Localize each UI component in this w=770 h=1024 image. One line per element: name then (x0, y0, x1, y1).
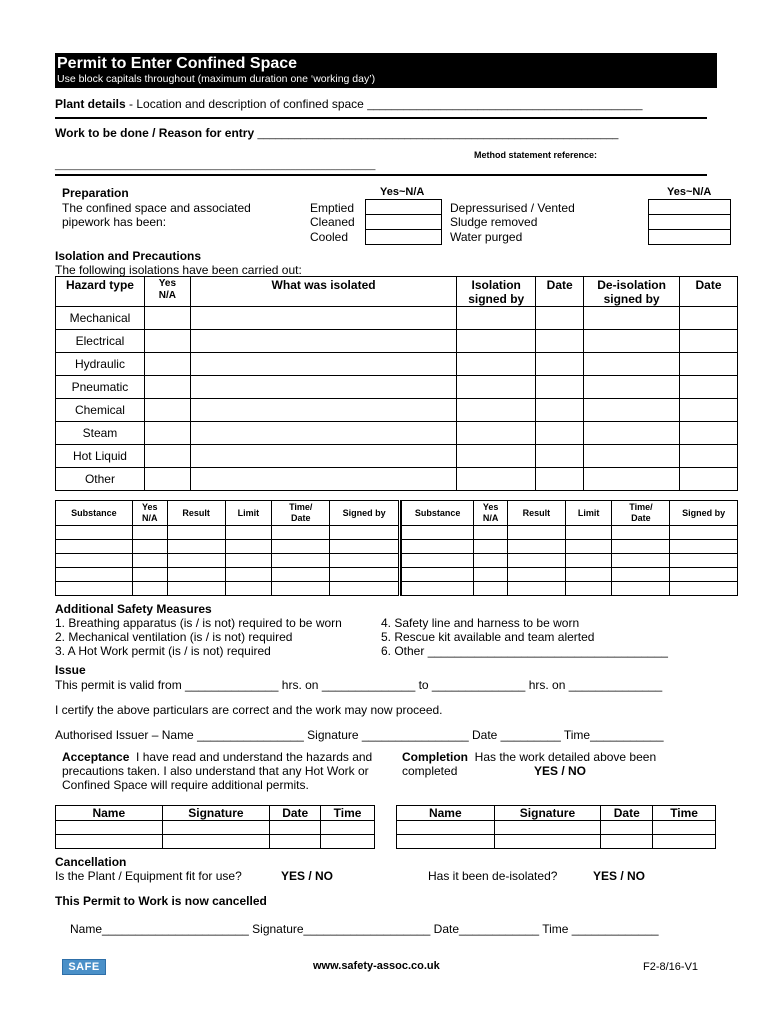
cancellation-heading: Cancellation (55, 855, 127, 869)
table-row (56, 330, 738, 353)
cell[interactable] (457, 468, 536, 491)
cell[interactable] (536, 445, 584, 468)
safety-item-5: 5. Rescue kit available and team alerted (381, 630, 595, 644)
prep-col-head-right: Yes~N/A (667, 186, 712, 198)
cell[interactable] (144, 376, 190, 399)
cell[interactable] (132, 540, 167, 554)
cell[interactable] (612, 582, 670, 596)
hazard-mechanical: Mechanical (56, 307, 145, 330)
prep-item-cooled: Cooled (310, 230, 349, 244)
cell[interactable] (144, 307, 190, 330)
cell[interactable] (584, 468, 680, 491)
completion-table (396, 805, 716, 849)
cell[interactable] (536, 399, 584, 422)
cell[interactable] (457, 376, 536, 399)
cell[interactable] (680, 399, 738, 422)
plant-field[interactable]: _____________________________________________ (367, 99, 643, 111)
cell[interactable] (612, 554, 670, 568)
cell[interactable] (397, 821, 495, 835)
col-limit: Limit (565, 501, 612, 526)
cell[interactable] (584, 376, 680, 399)
table-row (401, 540, 738, 554)
page-title: Permit to Enter Confined Space (57, 55, 298, 72)
table-row (56, 353, 738, 376)
cell[interactable] (494, 835, 601, 849)
cell[interactable] (132, 582, 167, 596)
col-substance: Substance (56, 501, 133, 526)
cell[interactable] (653, 821, 716, 835)
table-row (56, 376, 738, 399)
cell[interactable] (584, 353, 680, 376)
safety-item-6: 6. Other ____________________________________ (381, 644, 668, 658)
cancellation-a1[interactable]: YES / NO (281, 869, 334, 883)
issue-certify: I certify the above particulars are correct and the work may now proceed. (55, 703, 443, 717)
hazard-electrical: Electrical (56, 330, 145, 353)
table-row (56, 307, 738, 330)
footer-url[interactable]: www.safety-assoc.co.uk (313, 960, 440, 972)
cell[interactable] (56, 835, 163, 849)
cell[interactable] (397, 835, 495, 849)
cell[interactable] (401, 582, 474, 596)
cell[interactable] (601, 821, 653, 835)
cell[interactable] (330, 582, 399, 596)
cell[interactable] (670, 526, 738, 540)
cell[interactable] (162, 835, 270, 849)
col-signature: Signature (494, 806, 601, 821)
cell[interactable] (56, 540, 133, 554)
cell[interactable] (401, 554, 474, 568)
cell[interactable] (190, 307, 456, 330)
cell[interactable] (508, 568, 566, 582)
cell[interactable] (508, 582, 566, 596)
cell[interactable] (330, 568, 399, 582)
table-row (401, 582, 738, 596)
issue-heading: Issue (55, 663, 86, 677)
preparation-text-2: pipework has been: (62, 215, 167, 229)
cell[interactable] (162, 821, 270, 835)
completion-text-1 (402, 750, 656, 764)
substance-table-right (400, 500, 738, 596)
cell[interactable] (190, 445, 456, 468)
table-row (401, 554, 738, 568)
cell[interactable] (565, 568, 612, 582)
prep-item-water: Water purged (450, 230, 523, 244)
table-row (56, 526, 399, 540)
cell[interactable] (680, 307, 738, 330)
cell[interactable] (680, 468, 738, 491)
cell[interactable] (56, 568, 133, 582)
cell[interactable] (653, 835, 716, 849)
cell[interactable] (56, 526, 133, 540)
table-row (56, 554, 399, 568)
cancelled-statement: This Permit to Work is now cancelled (55, 894, 267, 908)
cell[interactable] (670, 554, 738, 568)
work-field[interactable]: ___________________________________________________________ (257, 128, 619, 140)
method-statement-label: Method statement reference: (474, 150, 598, 160)
safety-item-3: 3. A Hot Work permit (is / is not) required (55, 644, 271, 658)
cell[interactable] (680, 376, 738, 399)
cell[interactable] (584, 445, 680, 468)
table-row (397, 821, 716, 835)
col-time: Time (653, 806, 716, 821)
substance-header-row (56, 501, 399, 526)
cell[interactable] (225, 568, 272, 582)
prep-box-emptied[interactable] (365, 199, 442, 215)
cell[interactable] (474, 568, 508, 582)
col-date: Date (536, 277, 584, 307)
cell[interactable] (457, 445, 536, 468)
cell[interactable] (272, 554, 330, 568)
prep-item-cleaned: Cleaned (310, 215, 355, 229)
col-yes-na: Yes N/A (474, 501, 508, 526)
prep-item-sludge: Sludge removed (450, 215, 538, 229)
cell[interactable] (612, 540, 670, 554)
cell[interactable] (584, 399, 680, 422)
table-row (401, 526, 738, 540)
hazard-hot-liquid: Hot Liquid (56, 445, 145, 468)
cancellation-q2: Has it been de-isolated? (428, 869, 558, 883)
cell[interactable] (144, 422, 190, 445)
footer-code: F2-8/16-V1 (643, 961, 699, 973)
completion-body: Has the work detailed above been (474, 750, 657, 764)
col-result: Result (167, 501, 225, 526)
cell[interactable] (457, 307, 536, 330)
isolation-intro: The following isolations have been carried out: (55, 263, 302, 277)
cell[interactable] (612, 526, 670, 540)
cancellation-sign-line[interactable]: Name______________________ Signature___________________ Date____________ Time _____________ (70, 922, 659, 936)
cell[interactable] (565, 582, 612, 596)
cell[interactable] (536, 330, 584, 353)
cell[interactable] (680, 445, 738, 468)
col-what-isolated: What was isolated (190, 277, 456, 307)
cell[interactable] (612, 568, 670, 582)
safety-item-1: 1. Breathing apparatus (is / is not) required to be worn (55, 616, 342, 630)
cancellation-a2[interactable]: YES / NO (593, 869, 646, 883)
cancellation-q1: Is the Plant / Equipment fit for use? (55, 869, 242, 883)
cell[interactable] (167, 554, 225, 568)
safety-heading: Additional Safety Measures (55, 602, 212, 616)
cell[interactable] (670, 540, 738, 554)
substance-table-left (55, 500, 399, 596)
cell[interactable] (272, 526, 330, 540)
col-yes-na: Yes N/A (132, 501, 167, 526)
substance-header-row (401, 501, 738, 526)
cell[interactable] (508, 554, 566, 568)
cell[interactable] (272, 582, 330, 596)
cell[interactable] (167, 526, 225, 540)
col-signature: Signature (162, 806, 270, 821)
safe-logo (62, 959, 106, 975)
cell[interactable] (132, 554, 167, 568)
hazard-other: Other (56, 468, 145, 491)
cell[interactable] (56, 554, 133, 568)
cell[interactable] (401, 526, 474, 540)
completion-header-row (397, 806, 716, 821)
cell[interactable] (330, 540, 399, 554)
col-time-date: Time/ Date (272, 501, 330, 526)
cell[interactable] (144, 399, 190, 422)
cell[interactable] (565, 526, 612, 540)
col-hazard-type: Hazard type (56, 277, 145, 307)
col-signed-by: Signed by (330, 501, 399, 526)
cell[interactable] (144, 468, 190, 491)
col-deisolation-signed: De-isolation signed by (584, 277, 680, 307)
issuer-line[interactable]: Authorised Issuer – Name ________________ Signature ________________ Date _________ Time___________ (55, 728, 664, 742)
col-date-2: Date (680, 277, 738, 307)
page-subtitle: Use block capitals throughout (maximum duration one ‘working day’) (57, 73, 376, 85)
cell[interactable] (190, 376, 456, 399)
col-signed-by: Signed by (670, 501, 738, 526)
cell[interactable] (56, 821, 163, 835)
completion-heading: Completion (402, 750, 468, 764)
cell[interactable] (584, 307, 680, 330)
cell[interactable] (494, 821, 601, 835)
title-bar (55, 53, 717, 88)
col-time-date: Time/ Date (612, 501, 670, 526)
cell[interactable] (144, 445, 190, 468)
table-row (56, 821, 375, 835)
cell[interactable] (56, 582, 133, 596)
prep-item-depressurised: Depressurised / Vented (450, 201, 575, 215)
cell[interactable] (270, 821, 321, 835)
col-time: Time (321, 806, 375, 821)
table-row (56, 399, 738, 422)
work-label: Work to be done / Reason for entry (55, 126, 258, 140)
cell[interactable] (272, 540, 330, 554)
issue-valid-line[interactable]: This permit is valid from ______________ hrs. on ______________ to ______________ hrs. on ______________ (55, 678, 663, 692)
prep-box-cleaned[interactable] (365, 214, 442, 230)
col-isolation-signed: Isolation signed by (457, 277, 536, 307)
plant-details (55, 97, 642, 112)
isolation-table (55, 276, 738, 491)
acceptance-heading: Acceptance (62, 750, 130, 764)
prep-box-cooled[interactable] (365, 229, 442, 245)
col-date: Date (270, 806, 321, 821)
cell[interactable] (474, 526, 508, 540)
table-row (56, 582, 399, 596)
cell[interactable] (321, 821, 375, 835)
cell[interactable] (508, 526, 566, 540)
col-date: Date (601, 806, 653, 821)
hazard-pneumatic: Pneumatic (56, 376, 145, 399)
cell[interactable] (144, 353, 190, 376)
cell[interactable] (508, 540, 566, 554)
table-row (56, 568, 399, 582)
col-substance: Substance (401, 501, 474, 526)
col-result: Result (508, 501, 566, 526)
cell[interactable] (536, 468, 584, 491)
cell[interactable] (167, 568, 225, 582)
cell[interactable] (225, 582, 272, 596)
cell[interactable] (190, 330, 456, 353)
work-details (55, 126, 618, 141)
plant-label: Plant details (55, 97, 126, 111)
cell[interactable] (474, 540, 508, 554)
cell[interactable] (536, 422, 584, 445)
table-row (56, 422, 738, 445)
cell[interactable] (565, 540, 612, 554)
cell[interactable] (680, 422, 738, 445)
hazard-steam: Steam (56, 422, 145, 445)
acceptance-header-row (56, 806, 375, 821)
cell[interactable] (144, 330, 190, 353)
cell[interactable] (401, 540, 474, 554)
table-row (401, 568, 738, 582)
prep-box-depressurised[interactable] (648, 199, 731, 215)
safety-item-2: 2. Mechanical ventilation (is / is not) required (55, 630, 293, 644)
cell[interactable] (225, 540, 272, 554)
cell[interactable] (584, 422, 680, 445)
cell[interactable] (601, 835, 653, 849)
table-row (56, 540, 399, 554)
cell[interactable] (670, 582, 738, 596)
cell[interactable] (680, 330, 738, 353)
acceptance-text (62, 750, 380, 792)
safety-item-4: 4. Safety line and harness to be worn (381, 616, 580, 630)
cell[interactable] (584, 330, 680, 353)
hazard-chemical: Chemical (56, 399, 145, 422)
preparation-text-1: The confined space and associated (62, 201, 251, 215)
isolation-heading: Isolation and Precautions (55, 249, 202, 263)
completion-answer[interactable]: YES / NO (534, 764, 587, 778)
prep-box-sludge[interactable] (648, 214, 731, 230)
cell[interactable] (474, 582, 508, 596)
isolation-header-row (56, 277, 738, 307)
cell[interactable] (132, 568, 167, 582)
cell[interactable] (330, 554, 399, 568)
cell[interactable] (190, 422, 456, 445)
prep-box-water[interactable] (648, 229, 731, 245)
cell[interactable] (670, 568, 738, 582)
cell[interactable] (190, 399, 456, 422)
col-name: Name (397, 806, 495, 821)
table-row (56, 445, 738, 468)
cell[interactable] (225, 554, 272, 568)
cell[interactable] (225, 526, 272, 540)
cell[interactable] (565, 554, 612, 568)
plant-desc: - Location and description of confined space (125, 97, 368, 111)
prep-col-head-left: Yes~N/A (380, 186, 425, 198)
cell[interactable] (167, 540, 225, 554)
safe-logo-text: SAFE (68, 961, 100, 973)
cell[interactable] (474, 554, 508, 568)
table-row (397, 835, 716, 849)
prep-item-emptied: Emptied (310, 201, 355, 215)
cell[interactable] (536, 353, 584, 376)
acceptance-table (55, 805, 375, 849)
divider (55, 174, 707, 176)
col-yes-na: Yes N/A (144, 277, 190, 307)
cell[interactable] (330, 526, 399, 540)
cell[interactable] (536, 376, 584, 399)
cell[interactable] (132, 526, 167, 540)
cell[interactable] (272, 568, 330, 582)
completion-text-2: completed (402, 764, 458, 778)
cell[interactable] (401, 568, 474, 582)
acceptance-body: I have read and understand the hazards and precautions taken. I also understand that any Hot Work or Confined Space will require additional permits. (62, 750, 373, 792)
cell[interactable] (190, 353, 456, 376)
cell[interactable] (321, 835, 375, 849)
cell[interactable] (536, 307, 584, 330)
table-row (56, 835, 375, 849)
cell[interactable] (167, 582, 225, 596)
work-continuation-field[interactable]: ________________________________________________________________ (55, 160, 376, 170)
cell[interactable] (680, 353, 738, 376)
cell[interactable] (457, 353, 536, 376)
col-limit: Limit (225, 501, 272, 526)
divider (55, 117, 707, 119)
table-row (56, 468, 738, 491)
cell[interactable] (457, 422, 536, 445)
col-name: Name (56, 806, 163, 821)
cell[interactable] (457, 330, 536, 353)
cell[interactable] (270, 835, 321, 849)
cell[interactable] (457, 399, 536, 422)
hazard-hydraulic: Hydraulic (56, 353, 145, 376)
preparation-heading: Preparation (62, 186, 129, 200)
cell[interactable] (190, 468, 456, 491)
